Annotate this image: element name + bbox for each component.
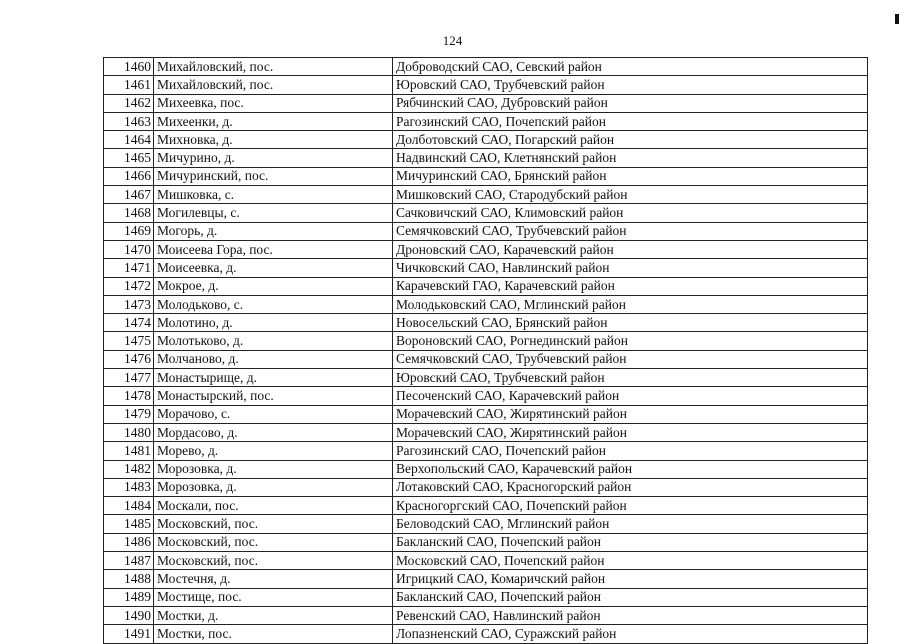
administrative-area: Дроновский САО, Карачевский район — [393, 240, 868, 258]
settlement-name: Морачово, с. — [154, 405, 393, 423]
settlement-name: Молчаново, д. — [154, 350, 393, 368]
table-row — [104, 478, 868, 496]
settlement-name: Мостище, пос. — [154, 588, 393, 606]
table-row — [104, 332, 868, 350]
row-number: 1463 — [104, 112, 154, 130]
settlement-name: Михайловский, пос. — [154, 58, 393, 76]
administrative-area: Красногоргский САО, Почепский район — [393, 497, 868, 515]
row-number: 1464 — [104, 131, 154, 149]
row-number: 1491 — [104, 625, 154, 643]
table-row — [104, 58, 868, 76]
table-row — [104, 76, 868, 94]
administrative-area: Юровский САО, Трубчевский район — [393, 76, 868, 94]
table-row — [104, 570, 868, 588]
table-row — [104, 497, 868, 515]
settlement-name: Мостки, д. — [154, 606, 393, 624]
settlement-name: Московский, пос. — [154, 533, 393, 551]
administrative-area: Долботовский САО, Погарский район — [393, 131, 868, 149]
administrative-area: Рябчинский САО, Дубровский район — [393, 94, 868, 112]
row-number: 1490 — [104, 606, 154, 624]
administrative-area: Беловодский САО, Мглинский район — [393, 515, 868, 533]
settlement-name: Моисеевка, д. — [154, 259, 393, 277]
table-row — [104, 460, 868, 478]
settlement-name: Московский, пос. — [154, 515, 393, 533]
administrative-area: Бакланский САО, Почепский район — [393, 588, 868, 606]
administrative-area: Новосельский САО, Брянский район — [393, 314, 868, 332]
settlement-name: Михайловский, пос. — [154, 76, 393, 94]
settlement-name: Моисеева Гора, пос. — [154, 240, 393, 258]
settlement-name: Монастырский, пос. — [154, 387, 393, 405]
administrative-area: Верхопольский САО, Карачевский район — [393, 460, 868, 478]
administrative-area: Рагозинский САО, Почепский район — [393, 112, 868, 130]
settlement-table-body — [104, 58, 868, 644]
table-row — [104, 186, 868, 204]
settlement-name: Монастырище, д. — [154, 369, 393, 387]
row-number: 1488 — [104, 570, 154, 588]
table-row — [104, 625, 868, 643]
settlement-name: Московский, пос. — [154, 552, 393, 570]
table-row — [104, 131, 868, 149]
administrative-area: Московский САО, Почепский район — [393, 552, 868, 570]
settlement-name: Молотино, д. — [154, 314, 393, 332]
row-number: 1466 — [104, 167, 154, 185]
settlement-name: Михновка, д. — [154, 131, 393, 149]
table-row — [104, 423, 868, 441]
settlement-name: Михеенки, д. — [154, 112, 393, 130]
row-number: 1461 — [104, 76, 154, 94]
administrative-area: Рагозинский САО, Почепский район — [393, 442, 868, 460]
table-row — [104, 533, 868, 551]
row-number: 1475 — [104, 332, 154, 350]
table-row — [104, 369, 868, 387]
row-number: 1481 — [104, 442, 154, 460]
table-row — [104, 295, 868, 313]
administrative-area: Ревенский САО, Навлинский район — [393, 606, 868, 624]
row-number: 1460 — [104, 58, 154, 76]
settlement-name: Мичуринский, пос. — [154, 167, 393, 185]
row-number: 1485 — [104, 515, 154, 533]
page-number: 124 — [442, 33, 463, 48]
row-number: 1479 — [104, 405, 154, 423]
administrative-area: Морачевский САО, Жирятинский район — [393, 405, 868, 423]
row-number: 1472 — [104, 277, 154, 295]
row-number: 1474 — [104, 314, 154, 332]
row-number: 1477 — [104, 369, 154, 387]
administrative-area: Песоченский САО, Карачевский район — [393, 387, 868, 405]
settlement-name: Мостечня, д. — [154, 570, 393, 588]
administrative-area: Мишковский САО, Стародубский район — [393, 186, 868, 204]
table-row — [104, 588, 868, 606]
table-row — [104, 552, 868, 570]
row-number: 1465 — [104, 149, 154, 167]
table-row — [104, 204, 868, 222]
settlement-name: Молодьково, с. — [154, 295, 393, 313]
settlement-name: Мокрое, д. — [154, 277, 393, 295]
administrative-area: Семячковский САО, Трубчевский район — [393, 222, 868, 240]
administrative-area: Морачевский САО, Жирятинский район — [393, 423, 868, 441]
settlement-name: Могилевцы, с. — [154, 204, 393, 222]
table-row — [104, 515, 868, 533]
table-row — [104, 259, 868, 277]
administrative-area: Надвинский САО, Клетнянский район — [393, 149, 868, 167]
settlement-name: Москали, пос. — [154, 497, 393, 515]
administrative-area: Доброводский САО, Севский район — [393, 58, 868, 76]
row-number: 1473 — [104, 295, 154, 313]
row-number: 1486 — [104, 533, 154, 551]
administrative-area: Лопазненский САО, Суражский район — [393, 625, 868, 643]
row-number: 1489 — [104, 588, 154, 606]
row-number: 1483 — [104, 478, 154, 496]
table-row — [104, 149, 868, 167]
row-number: 1467 — [104, 186, 154, 204]
table-row — [104, 277, 868, 295]
administrative-area: Семячковский САО, Трубчевский район — [393, 350, 868, 368]
administrative-area: Мичуринский САО, Брянский район — [393, 167, 868, 185]
table-row — [104, 112, 868, 130]
table-row — [104, 350, 868, 368]
administrative-area: Карачевский ГАО, Карачевский район — [393, 277, 868, 295]
row-number: 1478 — [104, 387, 154, 405]
settlement-name: Молотьково, д. — [154, 332, 393, 350]
row-number: 1468 — [104, 204, 154, 222]
settlement-name: Мостки, пос. — [154, 625, 393, 643]
table-row — [104, 240, 868, 258]
table-row — [104, 314, 868, 332]
settlement-name: Морозовка, д. — [154, 478, 393, 496]
administrative-area: Бакланский САО, Почепский район — [393, 533, 868, 551]
administrative-area: Лотаковский САО, Красногорский район — [393, 478, 868, 496]
table-row — [104, 387, 868, 405]
row-number: 1480 — [104, 423, 154, 441]
row-number: 1484 — [104, 497, 154, 515]
settlement-name: Могорь, д. — [154, 222, 393, 240]
row-number: 1482 — [104, 460, 154, 478]
settlement-name: Морево, д. — [154, 442, 393, 460]
row-number: 1487 — [104, 552, 154, 570]
settlement-name: Мишковка, с. — [154, 186, 393, 204]
table-row — [104, 167, 868, 185]
administrative-area: Юровский САО, Трубчевский район — [393, 369, 868, 387]
settlement-name: Морозовка, д. — [154, 460, 393, 478]
row-number: 1470 — [104, 240, 154, 258]
row-number: 1462 — [104, 94, 154, 112]
row-number: 1476 — [104, 350, 154, 368]
administrative-area: Вороновский САО, Рогнединский район — [393, 332, 868, 350]
row-number: 1469 — [104, 222, 154, 240]
table-row — [104, 405, 868, 423]
administrative-area: Сачковичский САО, Климовский район — [393, 204, 868, 222]
administrative-area: Игрицкий САО, Комаричский район — [393, 570, 868, 588]
row-number: 1471 — [104, 259, 154, 277]
settlement-table — [103, 57, 868, 644]
settlement-name: Михеевка, пос. — [154, 94, 393, 112]
table-row — [104, 222, 868, 240]
table-row — [104, 606, 868, 624]
margin-mark — [895, 14, 899, 24]
table-row — [104, 94, 868, 112]
administrative-area: Молодьковский САО, Мглинский район — [393, 295, 868, 313]
administrative-area: Чичковский САО, Навлинский район — [393, 259, 868, 277]
table-row — [104, 442, 868, 460]
settlement-name: Мордасово, д. — [154, 423, 393, 441]
settlement-name: Мичурино, д. — [154, 149, 393, 167]
